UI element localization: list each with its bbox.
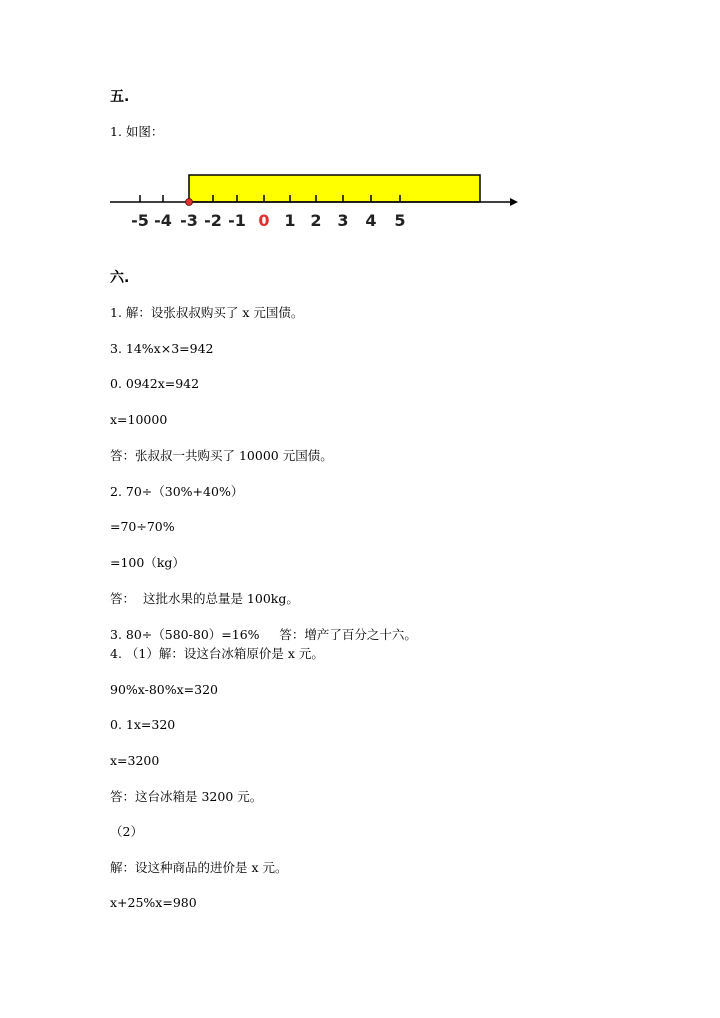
tick-label: 0 <box>258 211 270 230</box>
highlight-region <box>189 175 480 202</box>
tick-label: -3 <box>180 211 198 230</box>
solution-line: 3. 14%x×3=942 <box>110 341 214 356</box>
tick-label: 4 <box>365 211 377 230</box>
solution-line: 解：设这种商品的进价是 x 元。 <box>110 860 288 875</box>
start-point <box>186 199 193 206</box>
solution-line: 2. 70÷（30%+40%） <box>110 484 244 499</box>
solution-line: 答：这台冰箱是 3200 元。 <box>110 789 263 804</box>
solution-line: x+25%x=980 <box>110 895 197 910</box>
solution-line: 3. 80÷（580-80）=16% 答：增产了百分之十六。 <box>110 627 417 642</box>
tick-label: -5 <box>131 211 149 230</box>
solution-line: 4. （1）解：设这台冰箱原价是 x 元。 <box>110 646 324 661</box>
solution-line: =100（kg） <box>110 555 185 570</box>
tick-label: -2 <box>204 211 222 230</box>
tick-labels <box>131 211 405 230</box>
tick-label: -4 <box>154 211 172 230</box>
number-line-figure <box>110 165 530 235</box>
solution-line: 0. 1x=320 <box>110 717 176 732</box>
solution-line: 答： 这批水果的总量是 100kg。 <box>110 591 299 606</box>
section-5-heading: 五. <box>110 89 130 105</box>
tick-label: -1 <box>228 211 246 230</box>
solution-line: （2） <box>110 824 143 839</box>
solution-line: 1. 解：设张叔叔购买了 x 元国债。 <box>110 305 304 320</box>
solution-line: 答：张叔叔一共购买了 10000 元国债。 <box>110 448 333 463</box>
tick-label: 5 <box>394 211 406 230</box>
section-6-heading: 六. <box>110 270 130 286</box>
solution-line: x=10000 <box>110 412 168 427</box>
solution-line: 0. 0942x=942 <box>110 376 200 391</box>
solution-line: =70÷70% <box>110 519 175 534</box>
tick-label: 3 <box>337 211 349 230</box>
solution-line: x=3200 <box>110 753 160 768</box>
solution-line: 90%x-80%x=320 <box>110 682 219 697</box>
question-1-label: 1. 如图： <box>110 124 164 139</box>
tick-label: 2 <box>310 211 322 230</box>
tick-label: 1 <box>284 211 296 230</box>
axis-arrow-icon <box>510 198 518 206</box>
